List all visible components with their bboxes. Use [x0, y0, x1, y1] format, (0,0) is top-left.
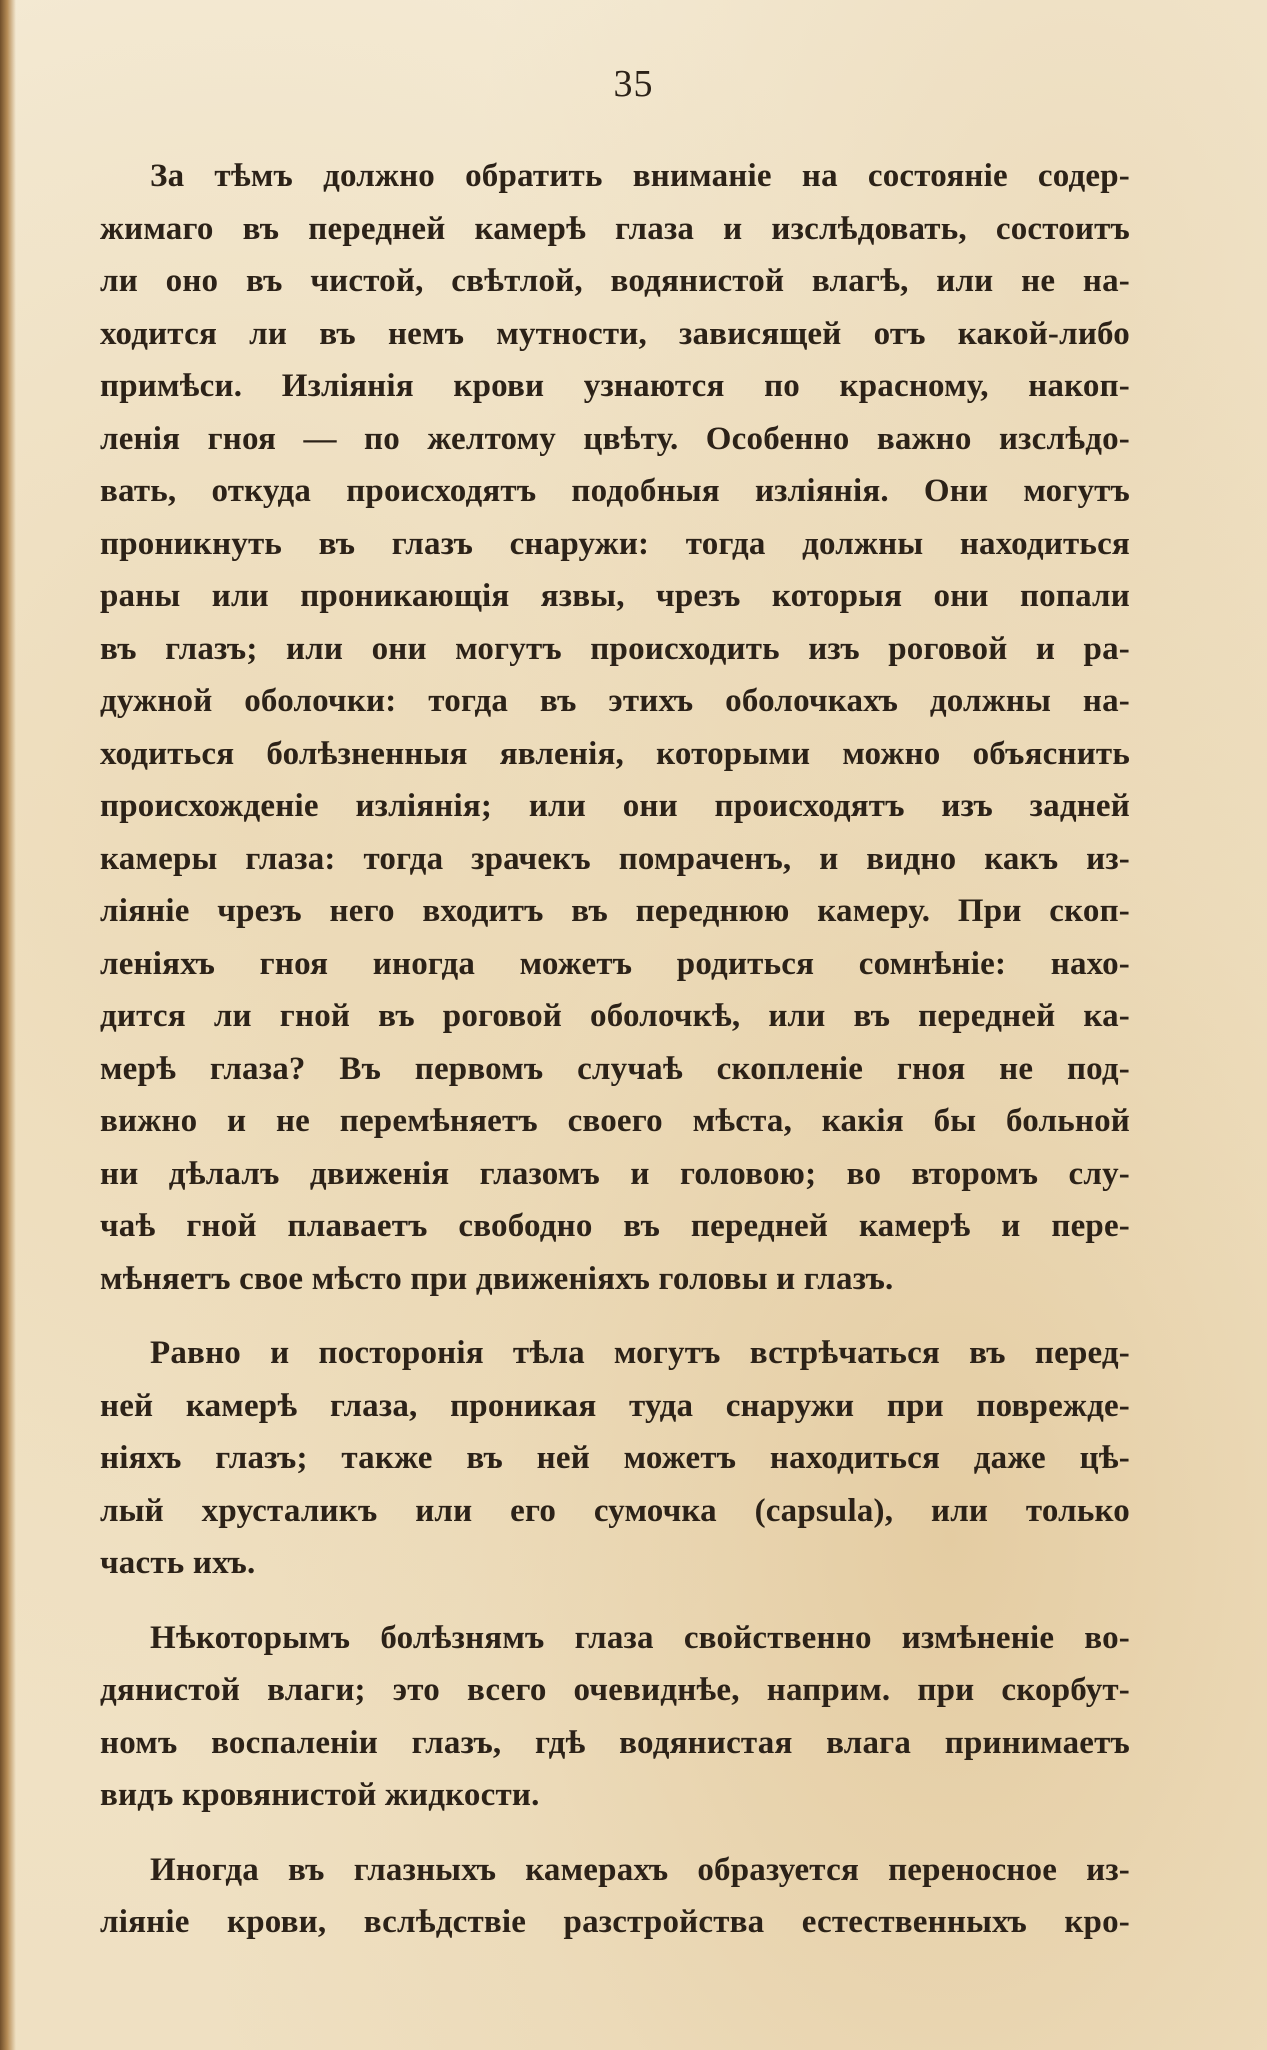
paragraph	[100, 1327, 1130, 1590]
text-line: примѣси. Изліянія крови узнаются по красному, накоп-	[100, 368, 1130, 404]
text-line: раны или проникающія язвы, чрезъ которыя они попали	[100, 578, 1130, 614]
paragraph	[100, 1612, 1130, 1822]
text-line: чаѣ гной плаваетъ свободно въ передней камерѣ и пере-	[100, 1208, 1130, 1244]
text-line: вать, откуда происходятъ подобныя изліянія. Они могутъ	[100, 473, 1130, 509]
page-number: 35	[613, 63, 654, 105]
page-binding-edge	[0, 0, 16, 2050]
text-line: лый хрусталикъ или его сумочка (capsula), или только	[100, 1492, 1130, 1529]
text-line: леніяхъ гноя иногда можетъ родиться сомнѣніе: нахо-	[100, 945, 1130, 982]
text-line: видъ кровянистой жидкости.	[100, 1777, 540, 1813]
paragraph-gap	[100, 1590, 1130, 1612]
text-line: ліяніе крови, вслѣдствіе разстройства естественныхъ кро-	[100, 1904, 1130, 1940]
text-line: Равно и посторонія тѣла могутъ встрѣчаться въ перед-	[150, 1335, 1130, 1371]
text-line: ни дѣлалъ движенія глазомъ и головою; во второмъ слу-	[100, 1155, 1130, 1192]
text-line: ніяхъ глазъ; также въ ней можетъ находиться даже цѣ-	[100, 1440, 1130, 1476]
text-line: происхожденіе изліянія; или они происходятъ изъ задней	[100, 788, 1130, 824]
text-line: часть ихъ.	[100, 1545, 256, 1581]
text-line: Нѣкоторымъ болѣзнямъ глаза свойственно измѣненіе во-	[150, 1619, 1130, 1656]
text-line: дужной оболочки: тогда въ этихъ оболочкахъ должны на-	[100, 683, 1130, 719]
text-line: мѣняетъ свое мѣсто при движеніяхъ головы и глазъ.	[100, 1260, 894, 1297]
text-line: въ глазъ; или они могутъ происходить изъ роговой и ра-	[100, 630, 1130, 667]
page-text	[100, 150, 1130, 1949]
text-line: мерѣ глаза? Въ первомъ случаѣ скопленіе гноя не под-	[100, 1050, 1130, 1087]
text-line: ли оно въ чистой, свѣтлой, водянистой влагѣ, или не на-	[100, 263, 1130, 299]
text-line: проникнуть въ глазъ снаружи: тогда должны находиться	[100, 525, 1130, 562]
paragraph	[100, 1844, 1130, 1949]
paragraph-gap	[100, 1305, 1130, 1327]
paragraph-gap	[100, 1822, 1130, 1844]
text-line: камеры глаза: тогда зрачекъ помраченъ, и видно какъ из-	[100, 840, 1130, 877]
text-line: За тѣмъ должно обратить вниманіе на состояніе содер-	[150, 158, 1130, 194]
text-line: Иногда въ глазныхъ камерахъ образуется переносное из-	[150, 1851, 1130, 1888]
text-line: ліяніе чрезъ него входитъ въ переднюю камеру. При скоп-	[100, 893, 1130, 929]
text-line: ходиться болѣзненныя явленія, которыми можно объяснить	[100, 735, 1130, 772]
text-line: ней камерѣ глаза, проникая туда снаружи при поврежде-	[100, 1387, 1130, 1424]
text-line: номъ воспаленіи глазъ, гдѣ водянистая влага принимаетъ	[100, 1724, 1130, 1761]
text-line: дится ли гной въ роговой оболочкѣ, или въ передней ка-	[100, 998, 1130, 1034]
text-line: жимаго въ передней камерѣ глаза и изслѣдовать, состоитъ	[100, 210, 1130, 247]
text-line: вижно и не перемѣняетъ своего мѣста, какія бы больной	[100, 1103, 1130, 1139]
text-line: дянистой влаги; это всего очевиднѣе, наприм. при скорбут-	[100, 1672, 1130, 1708]
text-line: ленія гноя — по желтому цвѣту. Особенно важно изслѣдо-	[100, 420, 1130, 457]
paragraph	[100, 150, 1130, 1305]
text-line: ходится ли въ немъ мутности, зависящей отъ какой-либо	[100, 315, 1130, 352]
